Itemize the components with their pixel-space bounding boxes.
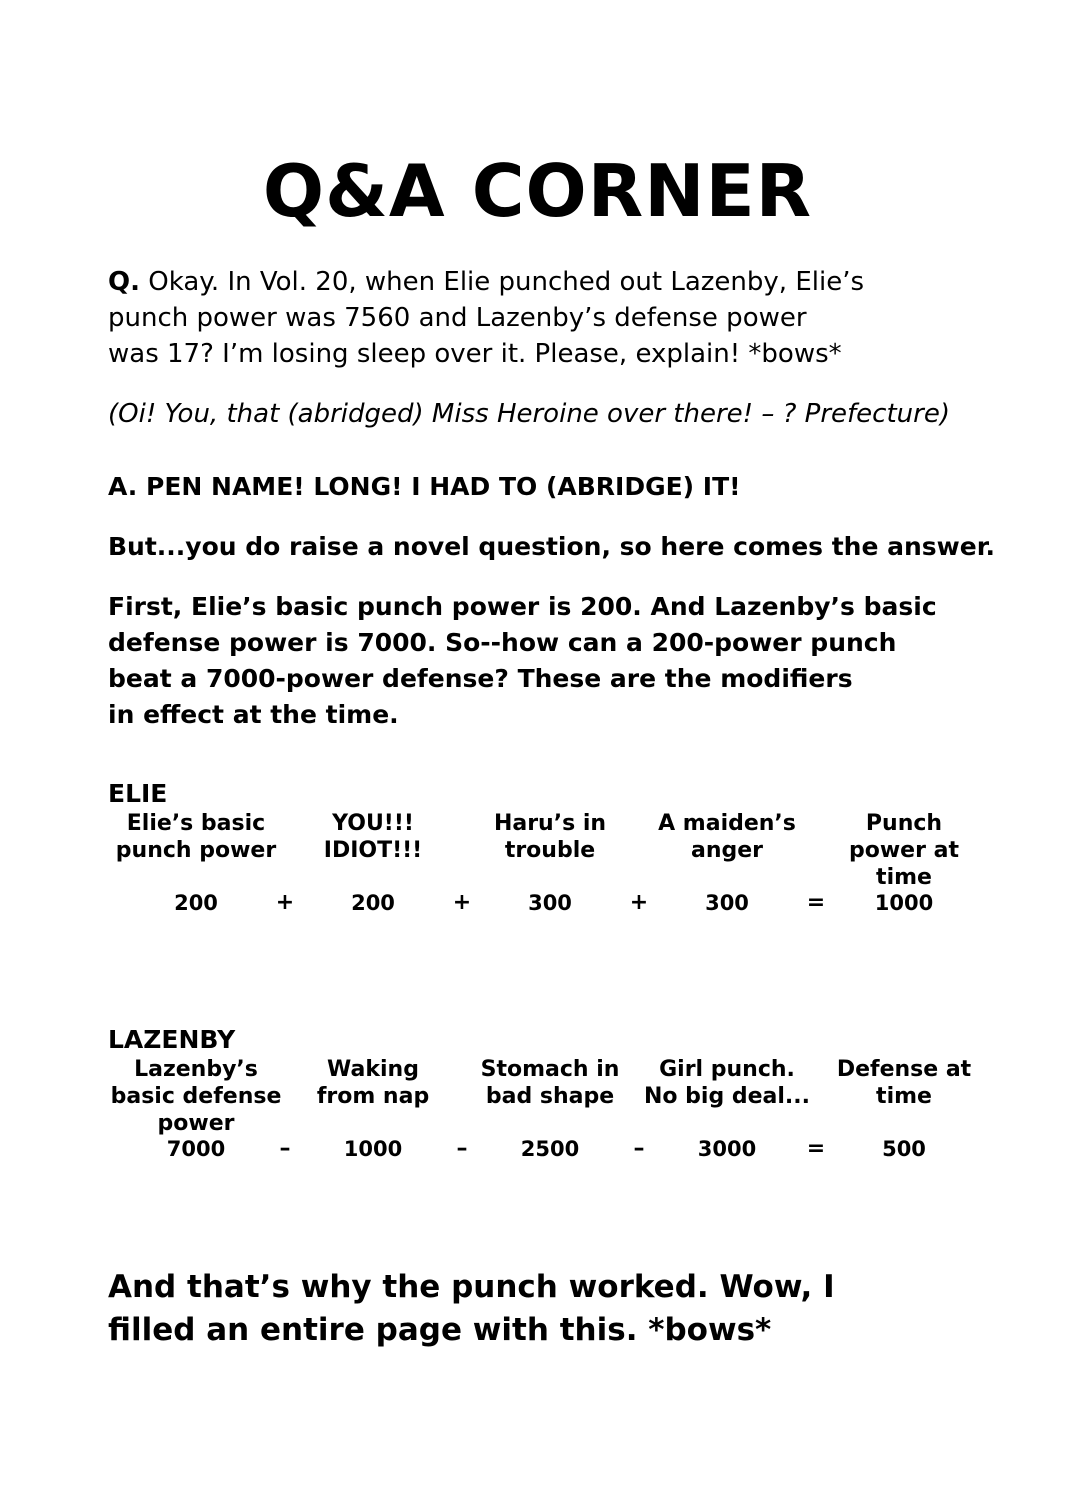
elie-term-1 <box>108 810 284 864</box>
elie-term-4 <box>639 810 815 864</box>
lazenby-result <box>816 1056 992 1110</box>
elie-term-3-value: 300 <box>528 891 572 915</box>
elie-calculation <box>108 810 988 930</box>
elie-result-label: Punch power at time <box>849 811 959 890</box>
lazenby-term-2 <box>285 1056 461 1110</box>
elie-result <box>816 810 992 891</box>
question-text <box>108 264 968 372</box>
elie-term-3-label: Haru’s in trouble <box>493 811 607 863</box>
question-sender: (Oi! You, that (abridged) Miss Heroine over there! – ? Prefecture) <box>108 399 950 429</box>
lazenby-result-label: Defense at time <box>836 1057 972 1109</box>
elie-operator-2: + <box>452 890 472 915</box>
elie-operator-1: + <box>275 890 295 915</box>
elie-term-2-label: YOU!!! IDIOT!!! <box>323 811 423 863</box>
elie-term-4-value: 300 <box>705 891 749 915</box>
lazenby-term-4-value: 3000 <box>697 1137 757 1161</box>
lazenby-term-3-value: 2500 <box>520 1137 580 1161</box>
question-body: Okay. In Vol. 20, when Elie punched out Lazenby, Elie’s punch power was 7560 and Lazenby’s defense power was 17? I’m losing sleep over it. Please, explain! *bows* <box>108 267 865 369</box>
lazenby-label: LAZENBY <box>108 1025 236 1054</box>
lazenby-term-1-value: 7000 <box>166 1137 226 1161</box>
elie-equals: = <box>806 890 826 915</box>
elie-term-1-value: 200 <box>174 891 218 915</box>
lazenby-calculation <box>108 1056 988 1176</box>
elie-label: ELIE <box>108 779 168 808</box>
lazenby-term-2-label: Waking from nap <box>316 1057 430 1109</box>
lazenby-term-1 <box>108 1056 284 1137</box>
elie-term-1-label: Elie’s basic punch power <box>115 811 277 863</box>
answer-line-2: But...you do raise a novel question, so here comes the answer. <box>108 532 995 561</box>
elie-term-3 <box>462 810 638 864</box>
answer-line-1: A. PEN NAME! LONG! I HAD TO (ABRIDGE) IT! <box>108 472 741 501</box>
answer-line-3: First, Elie’s basic punch power is 200. And Lazenby’s basic defense power is 7000. So--how can a 200-power punch beat a 7000-power defense? These are the modifiers in effect at the time. <box>108 592 937 729</box>
elie-term-2 <box>285 810 461 864</box>
page-title: Q&A CORNER <box>262 149 813 233</box>
lazenby-operator-2: – <box>456 1136 468 1161</box>
elie-term-2-value: 200 <box>351 891 395 915</box>
lazenby-result-value: 500 <box>882 1137 926 1161</box>
lazenby-term-3-label: Stomach in bad shape <box>480 1057 620 1109</box>
lazenby-term-2-value: 1000 <box>343 1137 403 1161</box>
lazenby-term-4 <box>639 1056 815 1110</box>
lazenby-operator-1: – <box>279 1136 291 1161</box>
lazenby-term-3 <box>462 1056 638 1110</box>
question-prefix: Q. <box>108 267 140 297</box>
lazenby-term-4-label: Girl punch. No big deal... <box>643 1057 810 1109</box>
elie-result-value: 1000 <box>874 891 934 915</box>
lazenby-term-1-label: Lazenby’s basic defense power <box>110 1057 282 1136</box>
lazenby-operator-3: – <box>633 1136 645 1161</box>
elie-term-4-label: A maiden’s anger <box>658 811 796 863</box>
lazenby-equals: = <box>806 1136 826 1161</box>
closing-text: And that’s why the punch worked. Wow, I filled an entire page with this. *bows* <box>108 1269 835 1348</box>
elie-operator-3: + <box>629 890 649 915</box>
